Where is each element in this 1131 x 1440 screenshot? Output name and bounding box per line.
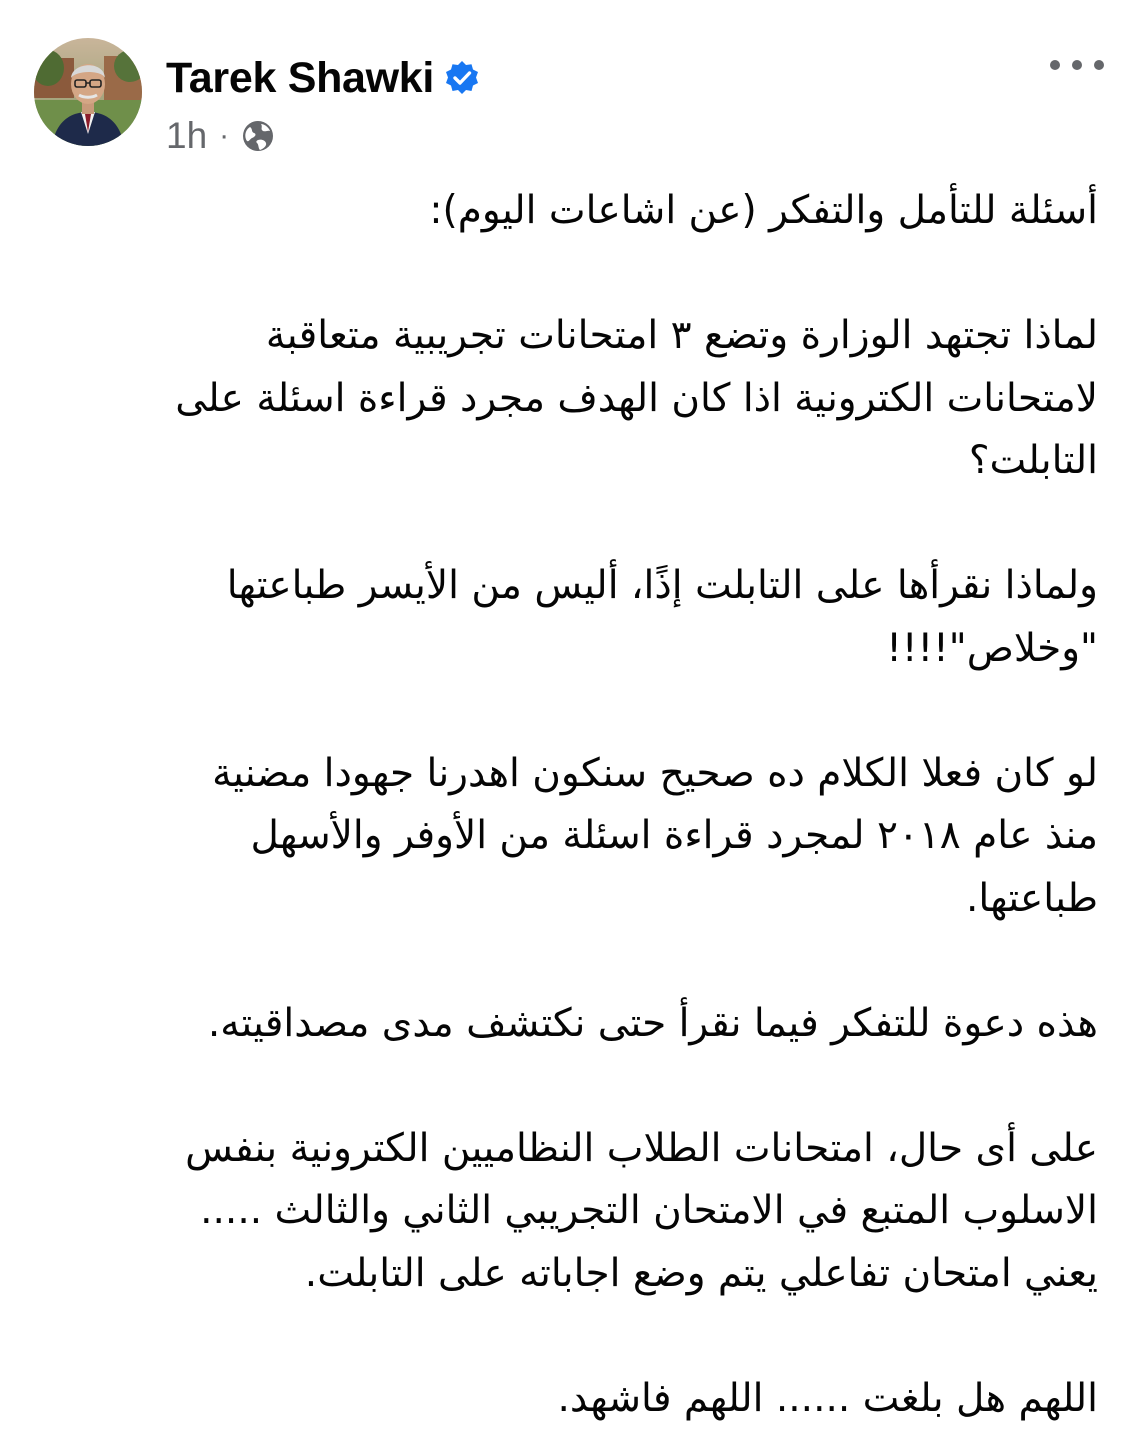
post-paragraph: [72, 1118, 1098, 1306]
profile-photo-icon: [34, 38, 142, 146]
post-paragraph: [72, 305, 1098, 493]
author-row: [166, 50, 480, 106]
more-options-icon: [1072, 60, 1082, 70]
author-avatar[interactable]: [34, 38, 142, 146]
post-paragraph: [72, 180, 1098, 243]
post-paragraph: [72, 1368, 1098, 1431]
post-meta: [166, 114, 480, 158]
post-line: الاسلوب المتبع في الامتحان التجريبي الثاني والثالث .....: [200, 1188, 1098, 1233]
post-line: منذ عام ٢٠١٨ لمجرد قراءة اسئلة من الأوفر والأسهل: [250, 813, 1098, 858]
post-text: [72, 180, 1098, 1430]
post-line: لامتحانات الكترونية اذا كان الهدف مجرد قراءة اسئلة على: [175, 375, 1098, 421]
author-name[interactable]: Tarek Shawki: [166, 53, 435, 102]
post-header: [34, 38, 1104, 156]
more-options-icon: [1094, 60, 1104, 70]
post-paragraph: [72, 993, 1098, 1056]
post-line: "وخلاص"!!!!: [886, 625, 1098, 671]
post-line: ولماذا نقرأها على التابلت إذًا، أليس من الأيسر طباعتها: [226, 563, 1098, 608]
verified-badge-icon: [444, 60, 480, 96]
author-block: [166, 50, 480, 158]
globe-icon[interactable]: [241, 119, 275, 153]
post-line: أسئلة للتأمل والتفكر (عن اشاعات اليوم):: [429, 188, 1098, 233]
post-line: لماذا تجتهد الوزارة وتضع ٣ امتحانات تجريبية متعاقبة: [265, 313, 1098, 358]
post-line: طباعتها.: [966, 875, 1098, 921]
post-line: هذه دعوة للتفكر فيما نقرأ حتى نكتشف مدى مصداقيته.: [207, 1000, 1098, 1046]
post-line: لو كان فعلا الكلام ده صحيح سنكون اهدرنا جهودا مضنية: [212, 750, 1098, 796]
meta-separator: ·: [219, 119, 230, 152]
post-line: على أى حال، امتحانات الطلاب النظاميين الكترونية بنفس: [185, 1125, 1098, 1171]
more-options-button[interactable]: [1050, 52, 1104, 78]
post-line: يعني امتحان تفاعلي يتم وضع اجاباته على التابلت.: [304, 1250, 1098, 1296]
post-line: اللهم هل بلغت ...... اللهم فاشهد.: [557, 1375, 1098, 1421]
post-line: التابلت؟: [968, 438, 1098, 483]
post-timestamp[interactable]: 1h: [166, 115, 208, 156]
post-paragraph: [72, 555, 1098, 680]
more-options-icon: [1050, 60, 1060, 70]
post-paragraph: [72, 743, 1098, 931]
